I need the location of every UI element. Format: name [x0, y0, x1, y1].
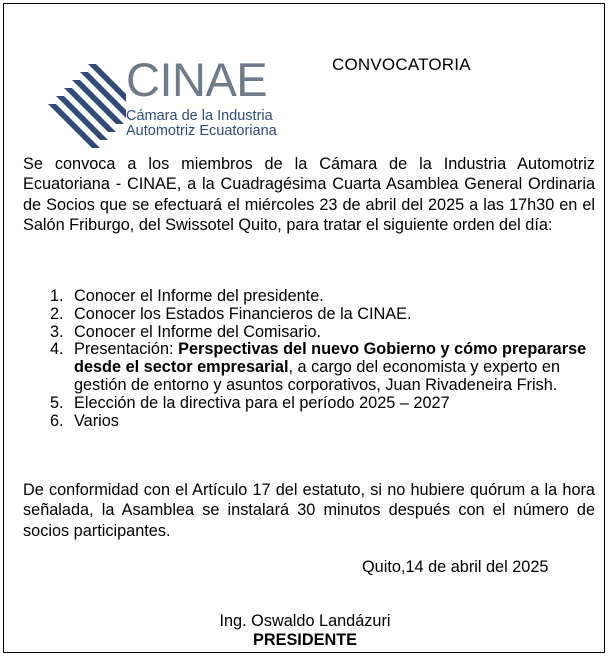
logo-stripes-icon	[46, 54, 126, 149]
agenda-item-text: Conocer el Informe del presidente.	[74, 287, 324, 305]
agenda-item-4	[50, 341, 595, 394]
agenda-item-prefix: Presentación:	[74, 340, 179, 359]
agenda-item-3	[50, 324, 595, 342]
cinae-logo	[46, 53, 277, 149]
intro-paragraph: Se convoca a los miembros de la Cámara de la Industria Automotriz Ecuatoriana - CINAE, a la Cuadragésima Cuarta Asamblea General Ordinaria de Socios que se efectuará el miércoles 23 de abril del 2025 a las 17h30 en el Salón Friburgo, del Swissotel Quito, para tratar el siguiente orden del día:	[23, 155, 595, 234]
agenda-item-6	[50, 413, 595, 431]
agenda-item-text: Conocer el Informe del Comisario.	[74, 322, 322, 341]
agenda-list	[50, 288, 595, 430]
signer-role: PRESIDENTE	[252, 631, 358, 649]
agenda-item-5	[50, 395, 595, 413]
agenda-item-number: 6.	[50, 411, 64, 430]
agenda-item-text: Varios	[74, 411, 119, 430]
agenda-item-number: 2.	[50, 304, 64, 323]
agenda-item-suffix: , a cargo del economista y experto en gestión de entorno y asuntos corporativos, Juan Rivadeneira Frish.	[74, 358, 561, 394]
agenda-item-number: 4.	[50, 340, 64, 359]
logo-subtitle-line1: Cámara de la Industria	[126, 108, 273, 124]
logo-wordmark: CINAE	[126, 53, 268, 106]
agenda-item-highlight: Perspectivas del nuevo Gobierno y cómo prepararse desde el sector empresarial	[74, 340, 587, 377]
agenda-item-number: 1.	[50, 287, 64, 305]
notice-frame	[3, 3, 605, 653]
agenda-item-1	[50, 288, 595, 306]
place-date: Quito,14 de abril del 2025	[362, 558, 549, 576]
closing-paragraph: De conformidad con el Artículo 17 del estatuto, si no hubiere quórum a la hora señalada, la Asamblea se instalará 30 minutos después con el número de socios participantes.	[23, 481, 595, 540]
document-title: CONVOCATORIA	[332, 55, 471, 74]
agenda-item-number: 5.	[50, 393, 64, 412]
agenda-item-2	[50, 306, 595, 324]
agenda-item-number: 3.	[50, 322, 64, 341]
agenda-item-text: Elección de la directiva para el período 2025 – 2027	[74, 393, 450, 412]
logo-subtitle-line2: Automotriz Ecuatoriana	[126, 123, 277, 139]
agenda-item-text: Conocer los Estados Financieros de la CINAE.	[74, 304, 412, 323]
signer-name: Ing. Oswaldo Landázuri	[219, 612, 391, 630]
